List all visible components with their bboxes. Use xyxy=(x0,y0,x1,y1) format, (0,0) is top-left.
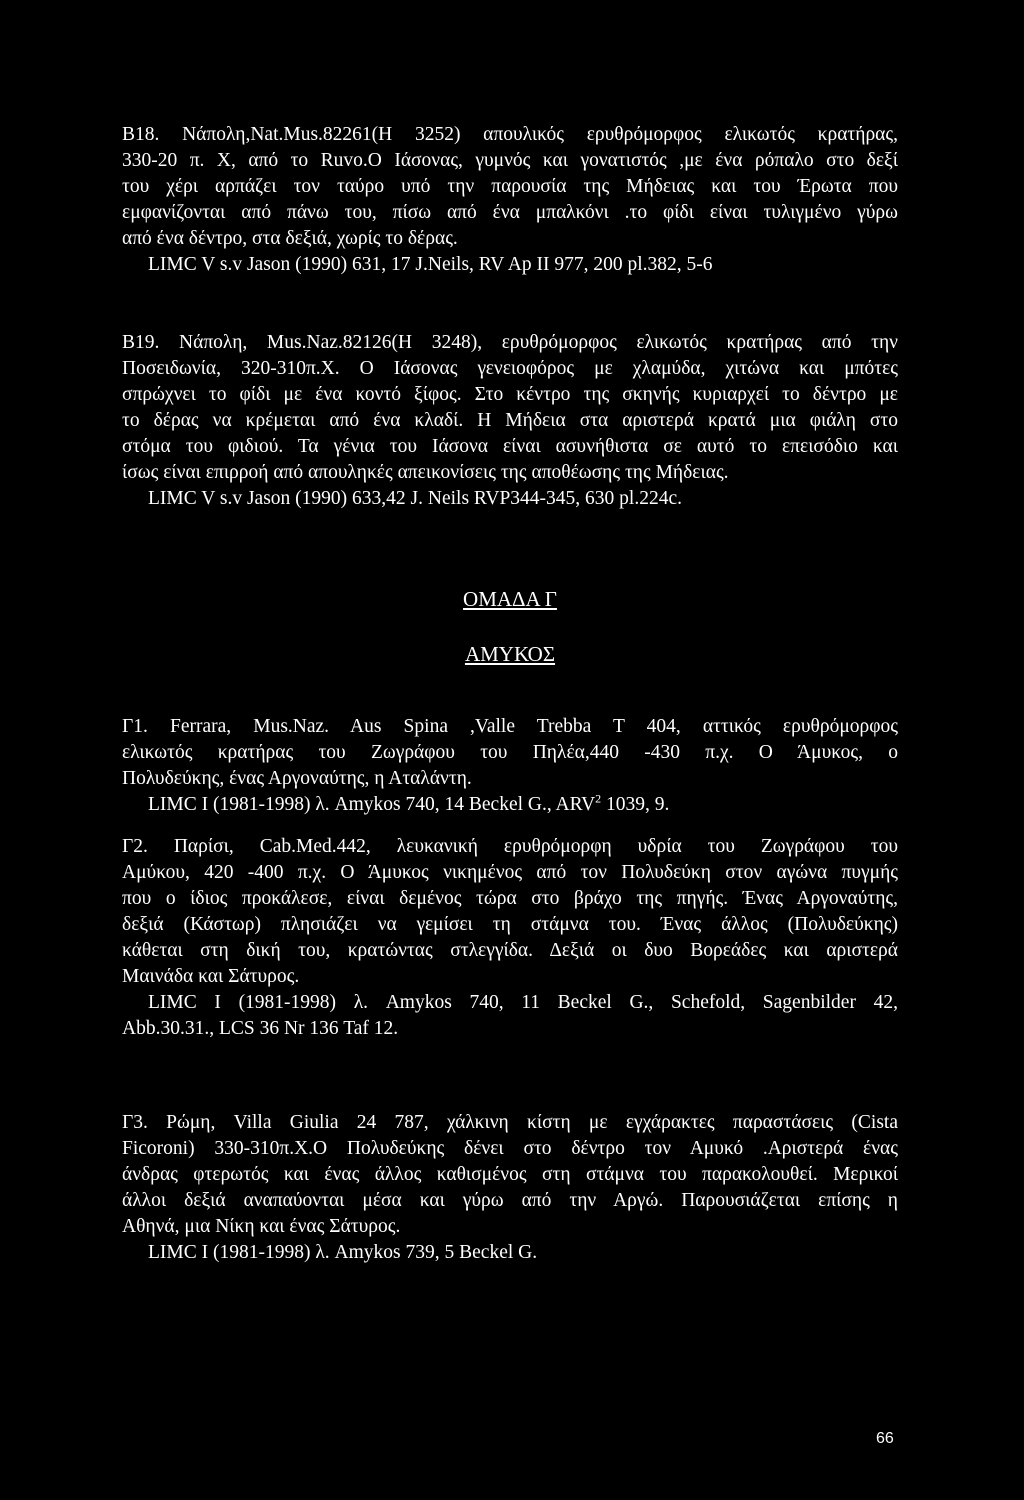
text-line: του χέρι αρπάζει τον ταύρο υπό την παρουσία της Μήδειας και του Έρωτα που xyxy=(122,176,898,197)
entry-g3-reference: LIMC I (1981-1998) λ. Amykos 739, 5 Beckel G. xyxy=(148,1242,538,1263)
text-line: B18. Νάπολη,Nat.Mus.82261(H 3252) απουλικός ερυθρόμορφος ελικωτός κρατήρας, xyxy=(122,124,898,145)
entry-b19-text xyxy=(122,330,898,486)
text-line: LIMC I (1981-1998) λ. Amykos 740, 11 Beckel G., Schefold, Sagenbilder 42, xyxy=(148,992,898,1013)
text-line: άλλοι δεξιά αναπαύονται μέσα και γύρω από την Αργώ. Παρουσιάζεται επίσης η xyxy=(122,1190,898,1211)
text-line: 330-20 π. Χ, από το Ruvo.Ο Ιάσονας, γυμνός και γονατιστός ,με ένα ρόπαλο στο δεξί xyxy=(122,150,898,171)
entry-g1-text xyxy=(122,714,898,792)
text-line: ίσως είναι επιρροή από απουληκές απεικονίσεις της αποθέωσης της Μήδειας. xyxy=(122,462,729,483)
text-line: Αθηνά, μια Νίκη και ένας Σάτυρος. xyxy=(122,1216,401,1237)
entry-b18-reference: LIMC V s.v Jason (1990) 631, 17 J.Neils, RV Ap II 977, 200 pl.382, 5-6 xyxy=(148,254,713,275)
text-line: το δέρας να κρέμεται από ένα κλαδί. Η Μήδεια στα αριστερά κρατά μια φιάλη στο xyxy=(122,410,898,431)
ref-text: LIMC I (1981-1998) λ. Amykos 740, 14 Beckel G., ARV xyxy=(148,794,596,815)
text-line: Ficoroni) 330-310π.Χ.Ο Πολυδεύκης δένει στο δέντρο τον Αμυκό .Αριστερά ένας xyxy=(122,1138,898,1159)
entry-b18 xyxy=(122,122,898,278)
text-line: κάθεται στη δική του, κρατώντας στλεγγίδα. Δεξιά οι δυο Βορεάδες και αριστερά xyxy=(122,940,898,961)
entry-b19 xyxy=(122,330,898,512)
entry-g1 xyxy=(122,714,898,818)
ref-superscript: 2 xyxy=(595,791,602,806)
entry-b19-reference: LIMC V s.v Jason (1990) 633,42 J. Neils RVP344-345, 630 pl.224c. xyxy=(148,488,682,509)
text-line: δεξιά (Κάστωρ) πλησιάζει να γεμίσει τη στάμνα του. Ένας άλλος (Πολυδεύκης) xyxy=(122,914,898,935)
text-line: Γ1. Ferrara, Mus.Naz. Aus Spina ,Valle Trebba T 404, αττικός ερυθρόμορφος xyxy=(122,716,898,737)
text-line: στόμα του φιδιού. Τα γένια του Ιάσονα είναι ασυνήθιστα σε αυτό το επεισόδιο και xyxy=(122,436,898,457)
text-line: Ποσειδωνία, 320-310π.Χ. Ο Ιάσονας γενειοφόρος με χλαμύδα, χιτώνα και μπότες xyxy=(122,358,898,379)
text-line: ελικωτός κρατήρας του Ζωγράφου του Πηλέα,440 -430 π.χ. Ο Άμυκος, ο xyxy=(122,742,898,763)
text-line: Μαινάδα και Σάτυρος. xyxy=(122,966,300,987)
entry-g3-text xyxy=(122,1110,898,1240)
entry-b18-text xyxy=(122,122,898,252)
text-line: Γ3. Ρώμη, Villa Giulia 24 787, χάλκινη κίστη με εγχάρακτες παραστάσεις (Cista xyxy=(122,1112,898,1133)
text-line: Πολυδεύκης, ένας Αργοναύτης, η Αταλάντη. xyxy=(122,768,472,789)
ref-text: 1039, 9. xyxy=(601,794,670,815)
text-line: που ο ίδιος προκάλεσε, είναι δεμένος τώρα στο βράχο της πηγής. Ένας Αργοναύτης, xyxy=(122,888,898,909)
group-subtitle: ΑΜΥΚΟΣ xyxy=(464,642,556,666)
entry-g2 xyxy=(122,834,898,1042)
entry-g1-reference xyxy=(122,792,898,818)
entry-g3 xyxy=(122,1110,898,1266)
entry-g2-text xyxy=(122,834,898,990)
group-title: ΟΜΑΔΑ Γ xyxy=(463,587,557,611)
text-line: σπρώχνει το φίδι με ένα κοντό ξίφος. Στο κέντρο της σκηνής κυριαρχεί το δέντρο με xyxy=(122,384,898,405)
page-number: 66 xyxy=(876,1430,894,1447)
text-line: από ένα δέντρο, στα δεξιά, χωρίς το δέρας. xyxy=(122,228,458,249)
text-line: B19. Νάπολη, Mus.Naz.82126(H 3248), ερυθρόμορφος ελικωτός κρατήρας από την xyxy=(122,332,898,353)
text-line: εμφανίζονται από πάνω του, πίσω από ένα μπαλκόνι .το φίδι είναι τυλιγμένο γύρω xyxy=(122,202,898,223)
text-line: Αμύκου, 420 -400 π.χ. Ο Άμυκος νικημένος από τον Πολυδεύκη στον αγώνα πυγμής xyxy=(122,862,898,883)
text-line: Abb.30.31., LCS 36 Nr 136 Taf 12. xyxy=(122,1018,399,1039)
text-line: Γ2. Παρίσι, Cab.Med.442, λευκανική ερυθρόμορφη υδρία του Ζωγράφου του xyxy=(122,836,898,857)
entry-g2-reference xyxy=(122,990,898,1016)
text-line: άνδρας φτερωτός και ένας άλλος καθισμένος στη στάμνα του παρακολουθεί. Μερικοί xyxy=(122,1164,898,1185)
entry-g2-reference-cont xyxy=(122,1016,898,1042)
